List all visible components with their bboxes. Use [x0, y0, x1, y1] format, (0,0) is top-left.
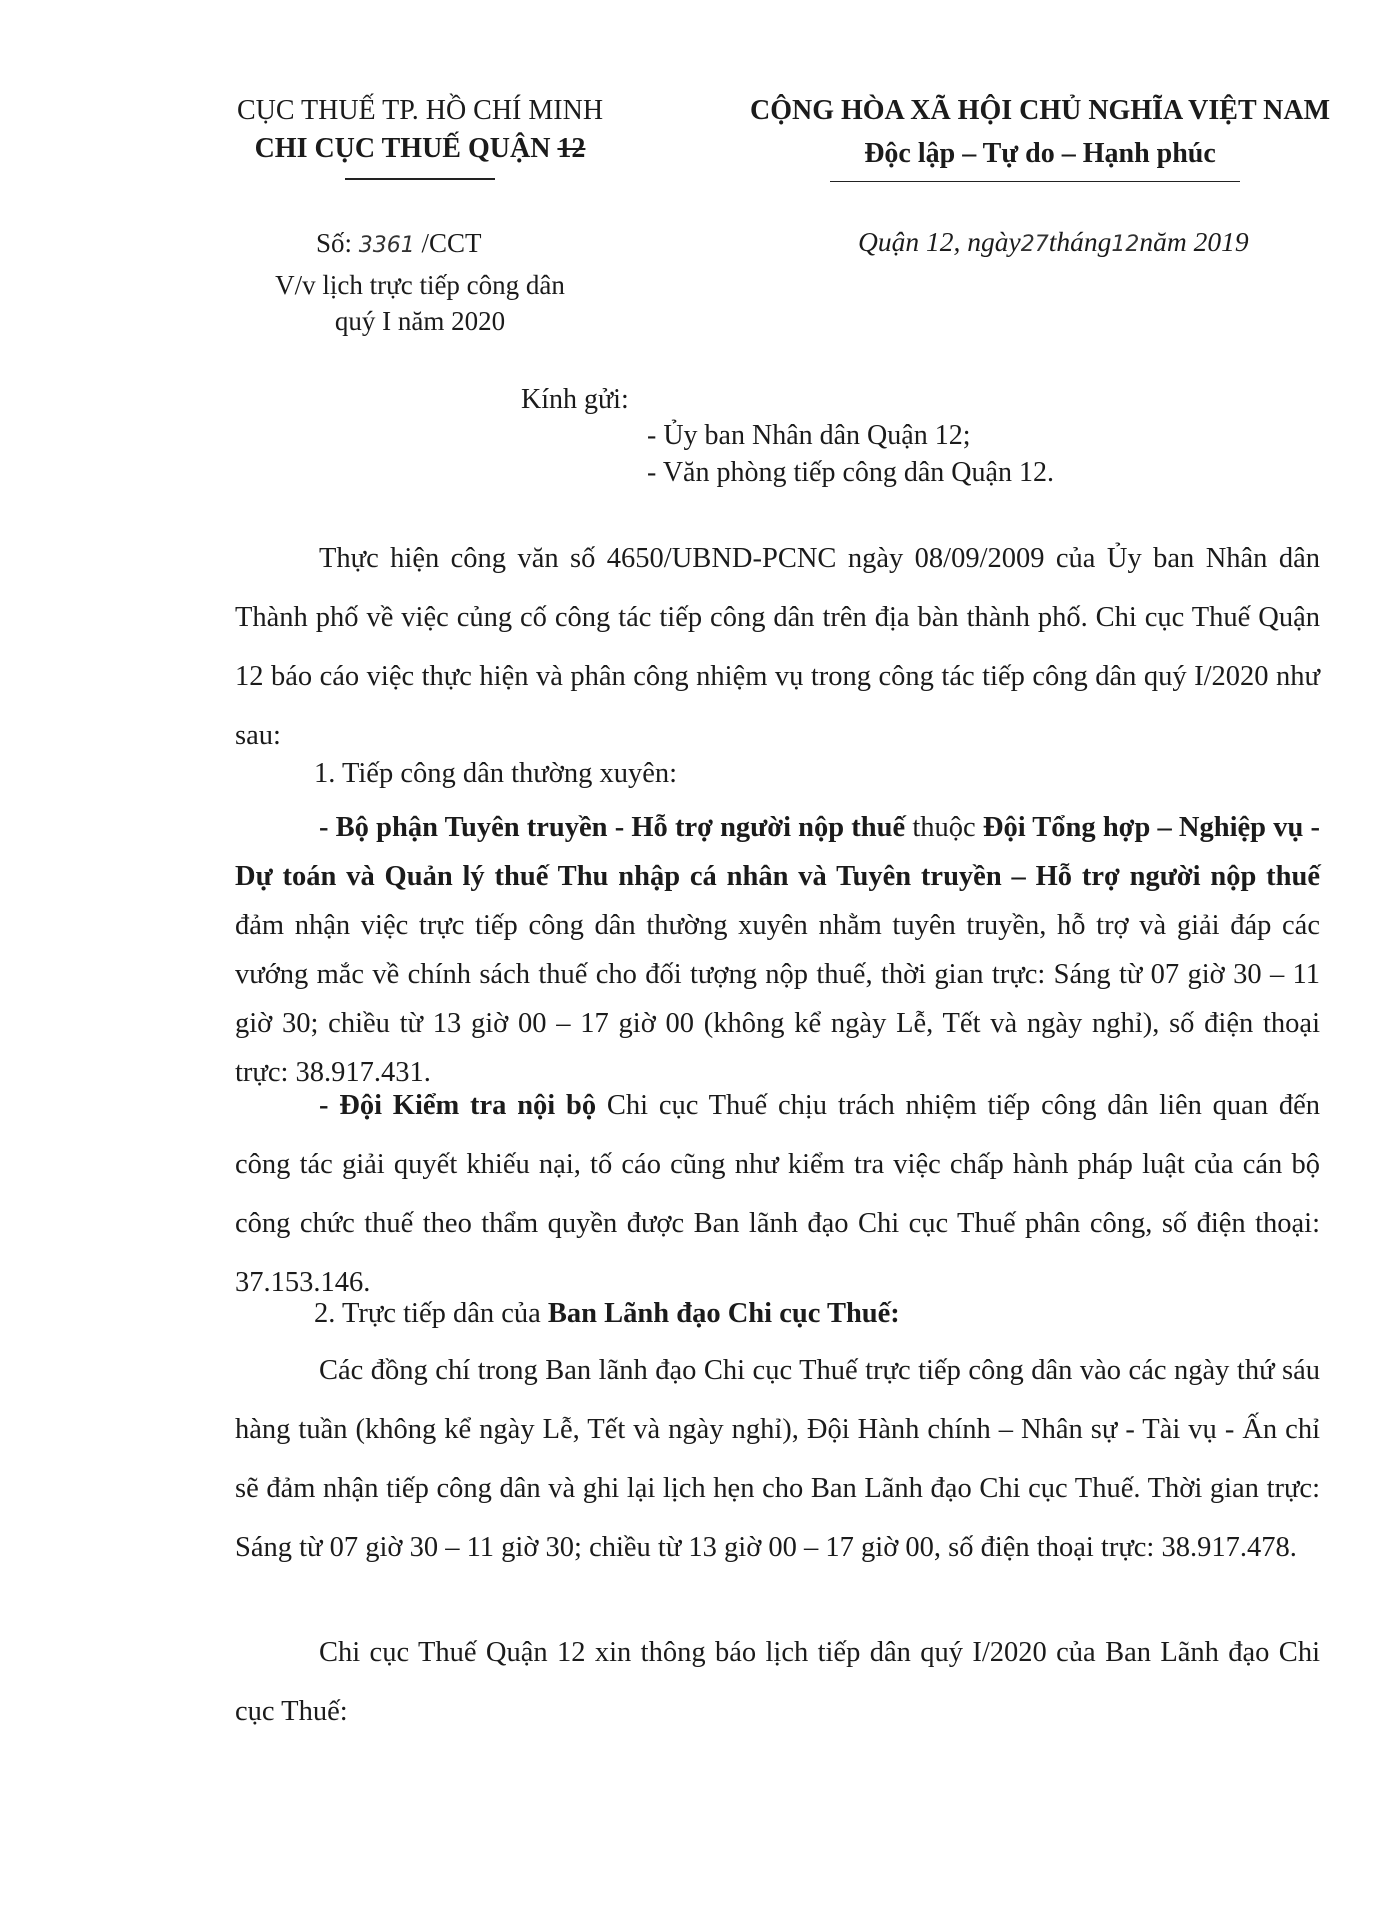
country-name: CỘNG HÒA XÃ HỘI CHỦ NGHĨA VIỆT NAM [749, 95, 1331, 126]
s1a-text-2: đảm nhận việc trực tiếp công dân thường xuyên nhằm tuyên truyền, hỗ trợ và giải đáp các vướng mắc về chính sách thuế cho đối tượng nộp thuế, thời gian trực: Sáng từ 07 giờ 30 – 11 giờ 30; chiều từ 13 giờ 00 – 17 giờ 00 (không kể ngày Lễ, Tết và ngày nghỉ), số điện thoại trực: 38.917.431. [235, 910, 1320, 1088]
date-year-label: năm 2019 [1139, 226, 1249, 257]
document-number [316, 228, 482, 259]
s1a-bold-1: - Bộ phận Tuyên truyền - Hỗ trợ người nộp thuế [319, 812, 906, 843]
header-left-rule [345, 178, 495, 180]
agency-name [200, 133, 640, 165]
section-2-prefix: 2. Trực tiếp dân của [314, 1298, 548, 1329]
section-1-title: 1. Tiếp công dân thường xuyên: [314, 758, 678, 789]
agency-parent: CỤC THUẾ TP. HỒ CHÍ MINH [236, 95, 604, 126]
intro-paragraph: Thực hiện công văn số 4650/UBND-PCNC ngày 08/09/2009 của Ủy ban Nhân dân Thành phố về việc củng cố công tác tiếp công dân trên địa bàn thành phố. Chi cục Thuế Quận 12 báo cáo việc thực hiện và phân công nhiệm vụ trong công tác tiếp công dân quý I/2020 như sau: [235, 543, 1320, 751]
s1a-text-1: thuộc [905, 812, 983, 843]
recipient-item: - Ủy ban Nhân dân Quận 12; [647, 420, 971, 451]
section-1a-paragraph [235, 803, 1320, 1097]
recipients-label: Kính gửi: [521, 384, 629, 415]
date-prefix: Quận 12, ngày [858, 226, 1021, 257]
date-day: 27 [1020, 232, 1049, 257]
header-right-rule [830, 181, 1240, 182]
s1b-bold: - Đội Kiểm tra nội bộ [319, 1090, 597, 1121]
doc-no-suffix: /CCT [421, 228, 482, 258]
section-2-bold: Ban Lãnh đạo Chi cục Thuế: [547, 1298, 900, 1329]
agency-name-text: CHI CỤC THUẾ QUẬN [254, 133, 551, 164]
subject-line-2: quý I năm 2020 [334, 306, 506, 336]
section-1b-paragraph [235, 1076, 1320, 1312]
s1b-text: Chi cục Thuế chịu trách nhiệm tiếp công dân liên quan đến công tác giải quyết khiếu nại, tố cáo cũng như kiểm tra việc chấp hành pháp luật của cán bộ công chức thuế theo thẩm quyền được Ban lãnh đạo Chi cục Thuế phân công, số điện thoại: 37.153.146. [235, 1090, 1320, 1298]
recipient-item: - Văn phòng tiếp công dân Quận 12. [647, 457, 1054, 488]
motto-prefix: Độc lập [864, 138, 956, 169]
issue-date [858, 226, 1249, 258]
section-2-title [314, 1298, 1314, 1330]
section-2-paragraph: Các đồng chí trong Ban lãnh đạo Chi cục Thuế trực tiếp công dân vào các ngày thứ sáu hàng tuần (không kể ngày Lễ, Tết và ngày nghỉ), Đội Hành chính – Nhân sự - Tài vụ - Ấn chỉ sẽ đảm nhận tiếp công dân và ghi lại lịch hẹn cho Ban Lãnh đạo Chi cục Thuế. Thời gian trực: Sáng từ 07 giờ 30 – 11 giờ 30; chiều từ 13 giờ 00 – 17 giờ 00, số điện thoại trực: 38.917.478. [235, 1355, 1320, 1563]
motto-rest: – Tự do – Hạnh phúc [955, 138, 1216, 169]
closing-paragraph: Chi cục Thuế Quận 12 xin thông báo lịch tiếp dân quý I/2020 của Ban Lãnh đạo Chi cục Thuế: [235, 1637, 1320, 1727]
subject-line-1: V/v lịch trực tiếp công dân [275, 270, 565, 300]
s1a-bold-2: Đội Tổng hợp – Nghiệp vụ - Dự toán và Quản lý thuế Thu nhập cá nhân và Tuyên truyền – Hỗ trợ người nộp thuế [235, 812, 1320, 892]
doc-no-handwritten: 3361 [358, 233, 415, 258]
date-month-label: tháng [1048, 226, 1112, 257]
date-month: 12 [1111, 232, 1140, 257]
agency-number: 12 [557, 133, 586, 164]
doc-no-label: Số: [316, 228, 353, 258]
motto [720, 138, 1360, 170]
